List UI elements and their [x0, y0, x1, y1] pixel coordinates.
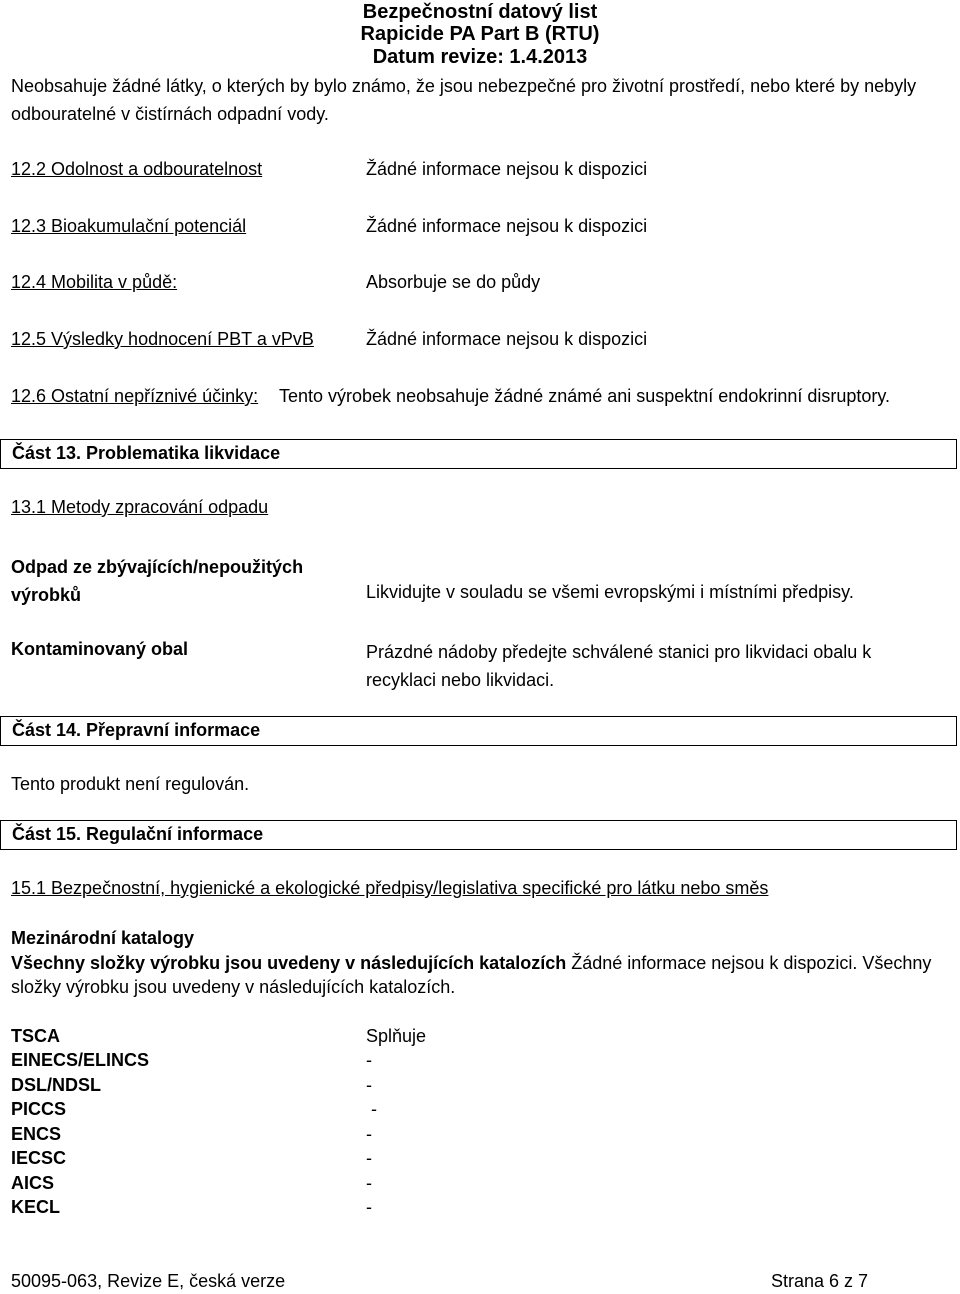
inventory-name-einecs: EINECS/ELINCS — [11, 1050, 150, 1070]
section-15-heading-box — [0, 820, 957, 850]
value-other-effects: Tento výrobek neobsahuje žádné známé ani suspektní endokrinní disruptory. — [279, 386, 891, 406]
inventory-value-encs: - — [366, 1124, 372, 1144]
product-name: Rapicide PA Part B (RTU) — [360, 23, 600, 45]
revision-date: Datum revize: 1.4.2013 — [372, 46, 588, 68]
label-bioaccumulation: 12.3 Bioakumulační potenciál — [11, 216, 247, 236]
inventory-name-piccs: PICCS — [11, 1099, 67, 1119]
waste-value: Likvidujte v souladu se všemi evropskými i místními předpisy. — [366, 582, 854, 602]
inventory-value-dsl: - — [366, 1075, 372, 1095]
section-13-heading: Část 13. Problematika likvidace — [12, 443, 281, 463]
footer-page-number: Strana 6 z 7 — [770, 1271, 868, 1291]
value-pbt-assessment: Žádné informace nejsou k dispozici — [366, 329, 648, 349]
label-pbt-assessment: 12.5 Výsledky hodnocení PBT a vPvB — [11, 329, 314, 349]
inventory-value-piccs: - — [366, 1099, 377, 1119]
packaging-value: Prázdné nádoby předejte schválené stanici pro likvidaci obalu k recyklaci nebo likvidaci. — [366, 642, 872, 690]
packaging-label: Kontaminovaný obal — [11, 639, 189, 659]
section-13-heading-box — [0, 439, 957, 469]
transport-text: Tento produkt není regulován. — [11, 774, 250, 794]
label-other-effects: 12.6 Ostatní nepříznivé účinky: — [11, 386, 259, 406]
label-degradability: 12.2 Odolnost a odbouratelnost — [11, 159, 263, 179]
inventory-name-aics: AICS — [11, 1173, 55, 1193]
section-14-heading: Část 14. Přepravní informace — [12, 720, 261, 740]
catalogs-heading: Mezinárodní katalogy — [11, 928, 195, 948]
catalogs-bold-text: Všechny složky výrobku jsou uvedeny v následujících katalozích — [11, 953, 567, 973]
subsection-13-1: 13.1 Metody zpracování odpadu — [11, 497, 269, 517]
inventory-value-einecs: - — [366, 1050, 372, 1070]
inventory-name-dsl: DSL/NDSL — [11, 1075, 101, 1095]
section-15-heading: Část 15. Regulační informace — [12, 824, 264, 844]
inventory-value-kecl: - — [366, 1197, 372, 1217]
inventory-name-tsca: TSCA — [11, 1026, 60, 1046]
value-bioaccumulation: Žádné informace nejsou k dispozici — [366, 216, 648, 236]
footer-doc-id: 50095-063, Revize E, česká verze — [11, 1271, 286, 1291]
inventory-name-kecl: KECL — [11, 1197, 60, 1217]
section-14-heading-box — [0, 716, 957, 746]
inventory-value-tsca: Splňuje — [366, 1026, 427, 1046]
inventory-name-iecsc: IECSC — [11, 1148, 67, 1168]
label-soil-mobility: 12.4 Mobilita v půdě: — [11, 272, 178, 292]
intro-paragraph: Neobsahuje žádné látky, o kterých by bylo známo, že jsou nebezpečné pro životní prostředí, nebo které by nebyly odbouratelné v čistírnách odpadní vody. — [11, 76, 917, 124]
catalogs-text: Žádné informace nejsou k dispozici. Všechny složky výrobku jsou uvedeny v následujících katalozích. — [11, 953, 932, 997]
document-title: Bezpečnostní datový list — [362, 1, 598, 23]
inventory-name-encs: ENCS — [11, 1124, 62, 1144]
inventory-value-iecsc: - — [366, 1148, 372, 1168]
inventory-value-aics: - — [366, 1173, 372, 1193]
value-soil-mobility: Absorbuje se do půdy — [366, 272, 541, 292]
value-degradability: Žádné informace nejsou k dispozici — [366, 159, 648, 179]
subsection-15-1: 15.1 Bezpečnostní, hygienické a ekologické předpisy/legislativa specifické pro látku nebo směs — [11, 878, 769, 898]
catalogs-paragraph — [11, 951, 941, 999]
waste-label: Odpad ze zbývajících/nepoužitých výrobků — [11, 557, 304, 605]
